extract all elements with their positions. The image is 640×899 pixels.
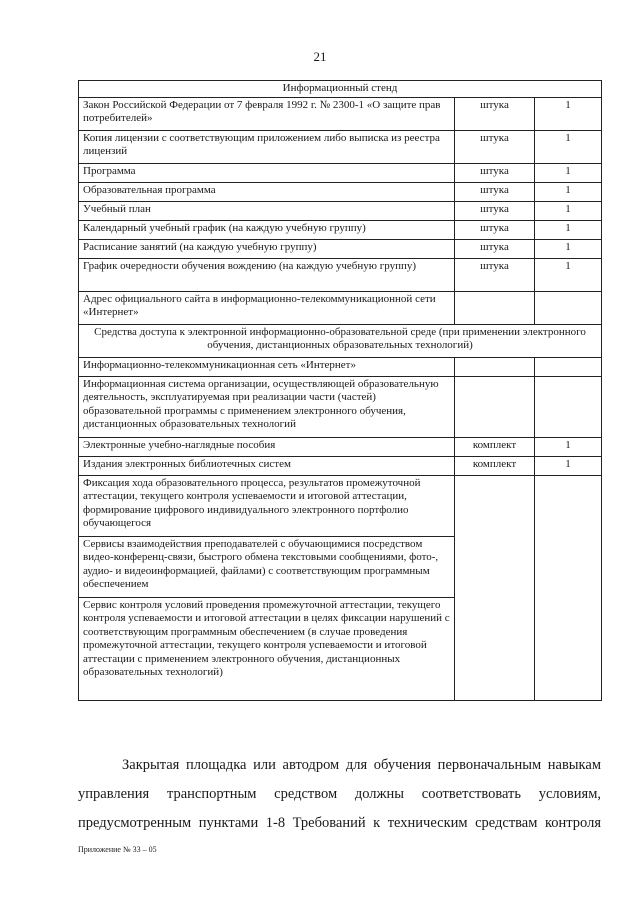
page-number: 21: [313, 49, 327, 64]
row-unit: штука: [455, 221, 535, 240]
body-paragraph: [78, 751, 601, 838]
row-unit: комплект: [455, 438, 535, 457]
row-qty: 1: [535, 457, 602, 476]
row-unit: штука: [455, 164, 535, 183]
table-row: [79, 259, 602, 292]
table-row: [79, 98, 602, 131]
row-name: Закон Российской Федерации от 7 февраля 1992 г. № 2300-1 «О защите прав потребителей»: [79, 98, 455, 131]
row-qty: [535, 358, 602, 377]
row-qty: 1: [535, 131, 602, 164]
paragraph-text: Закрытая площадка или автодром для обучения первоначальным навыкам управления транспортным средством должны соответствовать условиям, предусмотренным пунктами 1-8 Требований к техническим средствам контроля: [78, 757, 601, 831]
section-title-info-stand: Информационный стенд: [79, 81, 602, 98]
row-qty: 1: [535, 259, 602, 292]
row-unit: [455, 358, 535, 377]
row-name: Издания электронных библиотечных систем: [79, 457, 455, 476]
row-name: Копия лицензии с соответствующим приложением либо выписка из реестра лицензий: [79, 131, 455, 164]
row-qty: 1: [535, 221, 602, 240]
row-unit: [455, 377, 535, 438]
row-name: Информационная система организации, осуществляющей образовательную деятельность, эксплуатируемая при реализации части (частей) образовательной программы с применением электронного обучения, дистанционных образовательных технологий: [79, 377, 455, 438]
row-unit: штука: [455, 240, 535, 259]
row-name: Программа: [79, 164, 455, 183]
row-qty: 1: [535, 183, 602, 202]
table-row: [79, 476, 602, 537]
row-unit: штука: [455, 98, 535, 131]
table-row: [79, 292, 602, 325]
row-name: Образовательная программа: [79, 183, 455, 202]
row-name: Сервис контроля условий проведения промежуточной аттестации, текущего контроля успеваемости и итоговой аттестации в целях фиксации нарушений с соответствующим программным обеспечением (в случае проведения промежуточной аттестации, текущего контроля успеваемости и итоговой аттестации с применением электронного обучения, дистанционных образовательных технологий): [79, 598, 455, 701]
row-qty: 1: [535, 98, 602, 131]
table-row: [79, 377, 602, 438]
table-row: [79, 183, 602, 202]
row-name: График очередности обучения вождению (на каждую учебную группу): [79, 259, 455, 292]
row-name: Расписание занятий (на каждую учебную группу): [79, 240, 455, 259]
row-unit-merged: [455, 476, 535, 701]
table-row: [79, 358, 602, 377]
row-qty: [535, 377, 602, 438]
row-name: Учебный план: [79, 202, 455, 221]
row-name: Информационно-телекоммуникационная сеть «Интернет»: [79, 358, 455, 377]
footer-note: Приложение № 33 – 05: [78, 845, 157, 854]
row-name: Сервисы взаимодействия преподавателей с обучающимися посредством видео-конференц-связи, быстрого обмена текстовыми сообщениями, фото-, аудио- и видеоинформацией, файлами) с соответствующим программным обеспечением: [79, 537, 455, 598]
row-unit: штука: [455, 202, 535, 221]
row-qty: 1: [535, 438, 602, 457]
row-unit: [455, 292, 535, 325]
table-row: [79, 221, 602, 240]
row-name: Календарный учебный график (на каждую учебную группу): [79, 221, 455, 240]
table-row: [79, 438, 602, 457]
table-section-header: [79, 325, 602, 358]
row-unit: штука: [455, 259, 535, 292]
row-name: Фиксация хода образовательного процесса, результатов промежуточной аттестации, текущего контроля успеваемости и итоговой аттестации, формирование цифрового индивидуального электронного портфолио обучающегося: [79, 476, 455, 537]
table-row: [79, 457, 602, 476]
row-name: Адрес официального сайта в информационно-телекоммуникационной сети «Интернет»: [79, 292, 455, 325]
row-qty: 1: [535, 202, 602, 221]
row-unit: штука: [455, 183, 535, 202]
row-name: Электронные учебно-наглядные пособия: [79, 438, 455, 457]
row-qty-merged: [535, 476, 602, 701]
equipment-table: [78, 80, 602, 701]
row-unit: комплект: [455, 457, 535, 476]
table-row: [79, 131, 602, 164]
table-section-header: [79, 81, 602, 98]
table-row: [79, 202, 602, 221]
row-qty: 1: [535, 240, 602, 259]
row-unit: штука: [455, 131, 535, 164]
row-qty: [535, 292, 602, 325]
table-row: [79, 240, 602, 259]
section-title-electronic-access: Средства доступа к электронной информационно-образовательной среде (при применении электронного обучения, дистанционных образовательных технологий): [79, 325, 602, 358]
row-qty: 1: [535, 164, 602, 183]
table-row: [79, 164, 602, 183]
